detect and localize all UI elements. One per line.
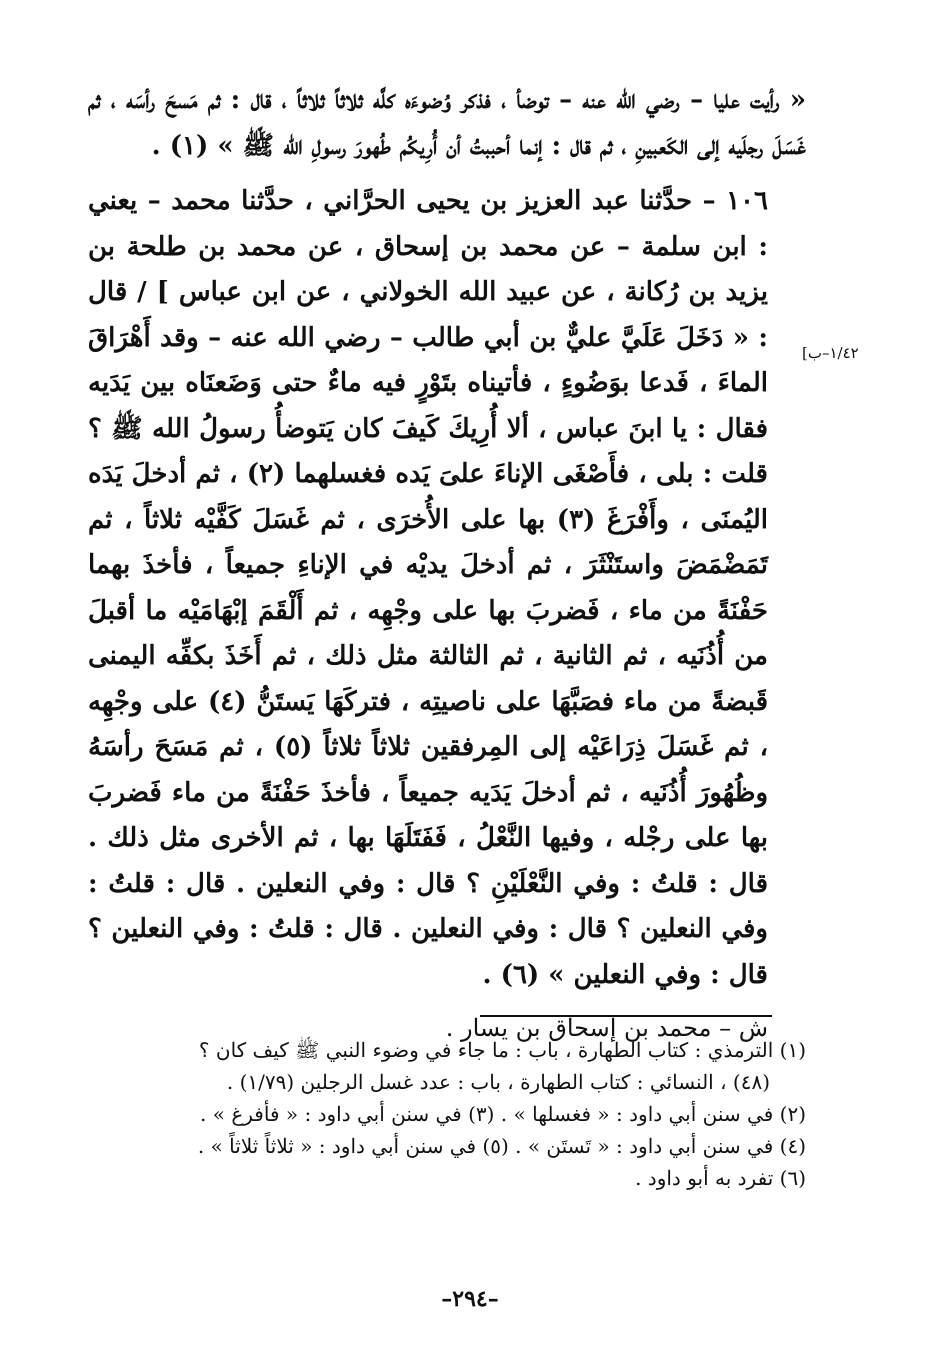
footnote-4-5: (٤) في سنن أبي داود : « تَستَن » . (٥) في سنن أبي داود : « ثلاثاً ثلاثاً » . <box>197 1134 806 1158</box>
footnote-1-continued: (٤٨) ، النسائي : كتاب الطهارة ، باب : عدد غسل الرجلين (١/٧٩) . <box>226 1070 770 1094</box>
footnotes <box>90 1034 806 1194</box>
footnote-1: (١) الترمذي : كتاب الطهارة ، باب : ما جاء في وضوء النبي ﷺ كيف كان ؟ <box>198 1038 806 1062</box>
hadith-105-ending: « رأيت عليا – رضي الله عنه – توضأ ، فذكر وُضوءَه كلَّه ثلاثاً ثلاثاً ، قال : ثم مَسحَ رأسَه ، ثم غَسَلَ رجلَيه إلى الكَعبينِ ، ثم قال : إنما أحببتُ أن أُرِيكُم طُهورَ رسولِ الله ﷺ » (١) . <box>88 85 806 161</box>
footnote-6: (٦) تفرد به أبو داود . <box>635 1166 806 1190</box>
footnote-separator <box>480 1015 772 1017</box>
commentary-line: ش – محمد بن إسحاق بن يسار . <box>445 1014 768 1042</box>
footnote-2-3: (٢) في سنن أبي داود : « فغسلها » . (٣) في سنن أبي داود : « فأفرغ » . <box>200 1102 806 1126</box>
main-text <box>88 78 806 1052</box>
page-number: –٢٩٤– <box>441 1286 499 1312</box>
hadith-106: ١٠٦ – حدَّثنا عبد العزيز بن يحيى الحرَّاني ، حدَّثنا محمد – يعني : ابن سلمة – عن محمد بن إسحاق ، عن محمد بن طلحة بن يزيد بن رُكانة ، عن عبيد الله الخولاني ، عن ابن عباس ] / قال : « دَخَلَ عَلَيَّ عليٌّ بن أبي طالب – رضي الله عنه – وقد أَهْرَاقَ الماءَ ، فَدعا بوَضُوءٍ ، فأتيناه بتَوْرٍ فيه ماءٌ حتى وَضَعنَاه بين يَدَيه فقال : يا ابنَ عباس ، ألا أُرِيكَ كَيفَ كان يَتوضأُ رسولُ الله ﷺ ؟ قلت : بلى ، فأَصْغَى الإناءَ علىَ يَده فغسلهما (٢) ، ثم أدخلَ يَدَه اليُمنَى ، وأَفْرَغَ (٣) بها على الأُخرَى ، ثم غَسَلَ كَفَّيْه ثلاثاً ، ثم تَمَضْمَضَ واستَنْثَرَ ، ثم أدخلَ يديْه في الإناءِ جميعاً ، فأخذَ بهما حَفْنَةً من ماء ، فَضربَ بها على وجْهِه ، ثم أَلْقَمَ إبْهَامَيْه ما أقبلَ من أُذُنَيه ، ثم الثانية ، ثم الثالثة مثل ذلك ، ثم أَخَذَ بكفِّه اليمنى قَبضةً من ماء فصَبَّهَا على ناصيتِه ، فتركَهَا يَستَنُّ (٤) على وجْهِه ، ثم غَسَلَ ذِرَاعَيْه إلى المِرفقين ثلاثاً ثلاثاً (٥) ، ثم مَسَحَ رأسَهُ وظُهُورَ أُذُنَيه ، ثم أدخلَ يَدَيه جميعاً ، فأخذَ حَفْنَةً من ماء فَضربَ بها على رجْله ، وفيها النَّعْلُ ، فَفَتَلَهَا بها ، ثم الأخرى مثل ذلك . قال : قلتُ : وفي النَّعْلَيْنِ ؟ قال : وفي النعلين . قال : قلتُ : وفي النعلين ؟ قال : وفي النعلين . قال : قلتُ : وفي النعلين ؟ قال : وفي النعلين » (٦) . <box>88 186 769 990</box>
manuscript-folio-marker: [١/٤٢–ب <box>802 344 859 362</box>
